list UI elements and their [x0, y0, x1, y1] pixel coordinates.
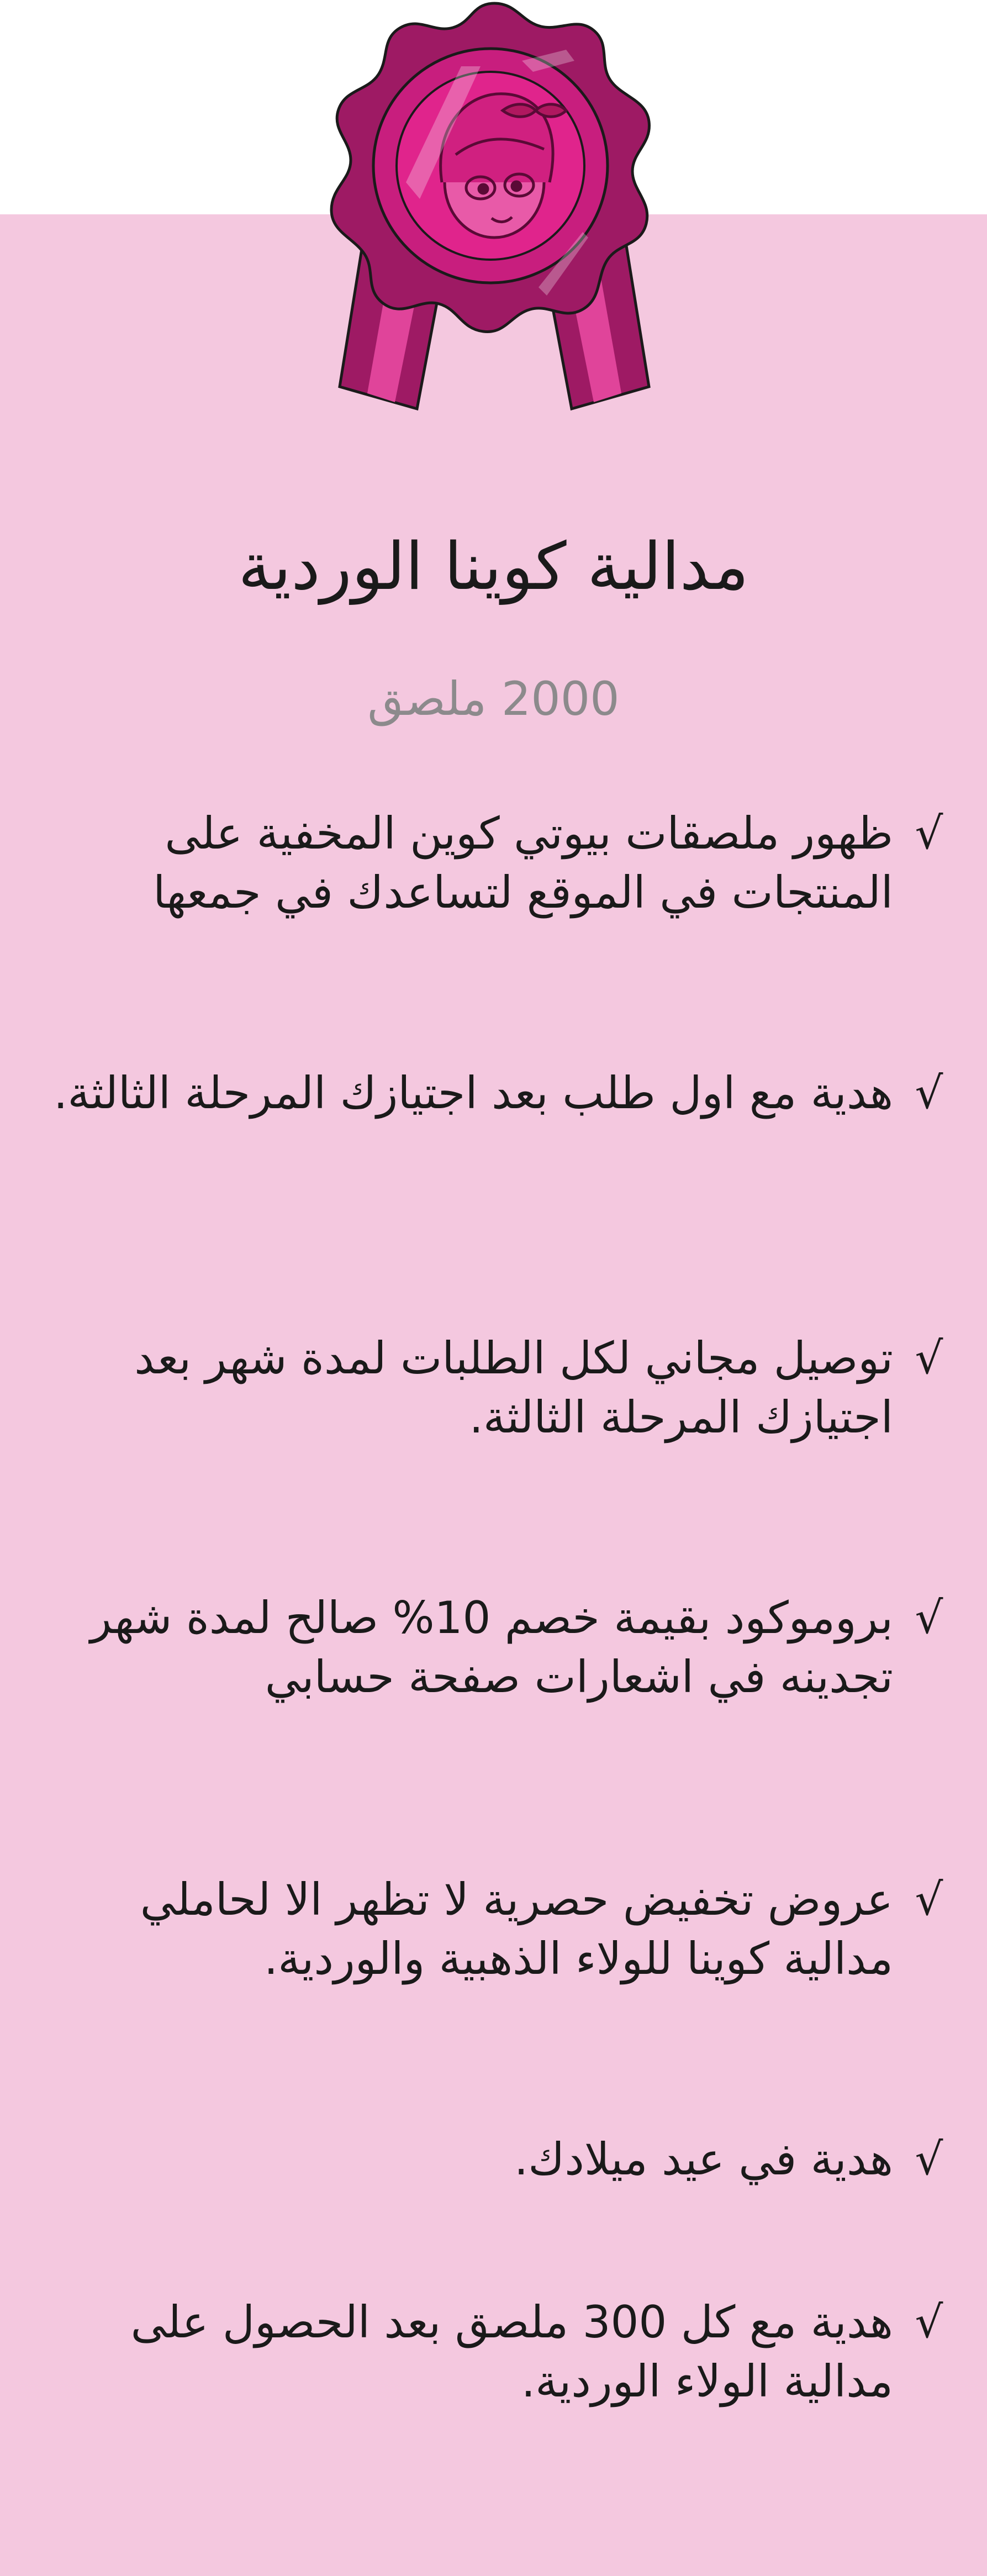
benefit-text: ظهور ملصقات بيوتي كوين المخفية على المنتجات في الموقع لتساعدك في جمعها — [153, 808, 893, 919]
check-mark-icon: √ — [915, 2296, 943, 2348]
check-mark-icon: √ — [915, 1332, 943, 1384]
check-mark-icon: √ — [915, 1067, 943, 1119]
benefit-item — [22, 1588, 954, 1706]
pink-medal-icon — [323, 0, 666, 436]
benefit-item — [22, 804, 954, 922]
benefit-item — [22, 2130, 954, 2189]
check-mark-icon: √ — [915, 2134, 943, 2185]
page-title: مدالية كوينا الوردية — [238, 528, 749, 604]
check-mark-icon: √ — [915, 1874, 943, 1925]
sticker-count: 2000 ملصق — [367, 672, 620, 726]
benefit-text: عروض تخفيض حصرية لا تظهر الا لحاملي مدالية كوينا للولاء الذهبية والوردية. — [140, 1874, 893, 1985]
benefit-item — [22, 1329, 954, 1447]
benefit-item — [22, 1063, 954, 1123]
benefit-text: هدية في عيد ميلادك. — [514, 2134, 893, 2185]
benefit-text: بروموكود بقيمة خصم 10% صالح لمدة شهر تجدينه في اشعارات صفحة حسابي — [90, 1592, 893, 1703]
check-mark-icon: √ — [915, 1592, 943, 1643]
benefit-text: هدية مع كل 300 ملصق بعد الحصول على مدالية الولاء الوردية. — [130, 2296, 893, 2408]
benefit-item — [22, 2293, 954, 2411]
benefit-text: هدية مع اول طلب بعد اجتيازك المرحلة الثالثة. — [54, 1067, 893, 1119]
benefit-text: توصيل مجاني لكل الطلبات لمدة شهر بعد اجتيازك المرحلة الثالثة. — [134, 1332, 893, 1444]
check-mark-icon: √ — [915, 808, 943, 859]
benefit-item — [22, 1870, 954, 1988]
